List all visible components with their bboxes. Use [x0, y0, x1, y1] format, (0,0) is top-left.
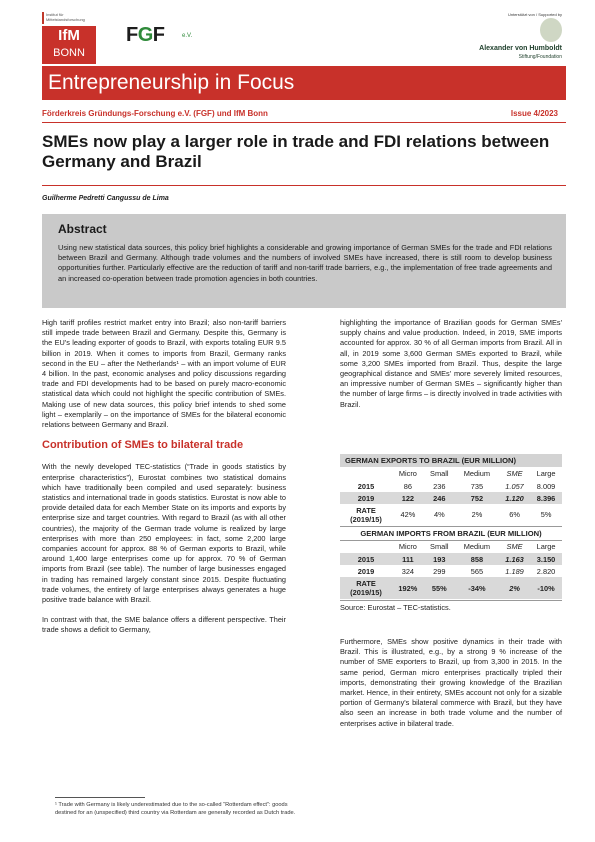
- table-row: [340, 480, 562, 492]
- table-cell: 193: [424, 553, 455, 565]
- table-cell: 122: [392, 492, 424, 504]
- issue-number: Issue 4/2023: [510, 109, 558, 118]
- table-cell: 858: [455, 553, 499, 565]
- rate-row: [340, 504, 562, 526]
- series-banner: Entrepreneurship in Focus: [42, 66, 566, 100]
- paragraph: In contrast with that, the SME balance offers a different perspective. Their trade shows a deficit to Germany,: [42, 615, 286, 635]
- column-header: SME: [506, 469, 523, 478]
- table-cell: 3.150: [530, 553, 562, 565]
- table-cell: -10%: [530, 577, 562, 599]
- table-cell: 8.396: [530, 492, 562, 504]
- paragraph: highlighting the importance of Brazilian goods for German SMEs' supply chains and value production. Indeed, in 2019, SME imports accounted for approx. 30 % of all German imports from Brazil. All in all, in 2019 some 3,600 German SMEs exported to Brazil, while some 3,200 SMEs imported from Brazil. Thus, despite the large geographical distance and SMEs' more severely limited resources, an impressive number of German SMEs – significantly higher than the number of large firms – is directly involved in trade activities with Brazil.: [340, 318, 562, 409]
- table-header-row: [340, 540, 562, 553]
- table-cell: 2%: [471, 510, 483, 520]
- table-title-row: [340, 526, 562, 540]
- left-column: [42, 318, 286, 646]
- table-cell: -34%: [455, 577, 499, 599]
- humboldt-name: Alexander von Humboldt: [479, 45, 562, 52]
- footnote-divider: [55, 797, 145, 798]
- row-label: 2019: [357, 566, 375, 576]
- table-cell: 324: [401, 566, 415, 576]
- table-cell: 111: [392, 553, 424, 565]
- table-source: Source: Eurostat – TEC-statistics.: [340, 600, 562, 612]
- rate-label: [340, 577, 392, 599]
- column-header: Micro: [398, 469, 417, 478]
- table-corner: [340, 540, 392, 553]
- table-row: [340, 565, 562, 577]
- table-cell: 1.120: [499, 492, 530, 504]
- column-header: Small: [430, 542, 449, 552]
- table-cell: 1.057: [505, 481, 524, 491]
- divider: [42, 122, 566, 123]
- row-label: 2019: [340, 492, 392, 504]
- table-cell: 299: [433, 566, 446, 576]
- author: Guilherme Pedretti Cangussu de Lima: [42, 195, 169, 202]
- paragraph: Furthermore, SMEs show positive dynamics in their trade with Brazil. This is illustrated, e.g., by a strong 9 % increase of the number of SME exporters to Brazil, up from 3,300 in 2015. In the same period, German micro enterprises practically tripled their imports, demonstrating their growing knowledge of the Brazilian market. Hence, in their entirety, SMEs account not only for a sizable portion of Germany's bilateral commerce with Brazil, but they have also seen an increase in both trade volume and the number of enterprises active in bilateral trade.: [340, 637, 562, 728]
- trade-table: [340, 454, 562, 612]
- rate-label-line: (2019/15): [350, 514, 382, 524]
- trade-data-table: [340, 454, 562, 599]
- divider: [42, 185, 566, 186]
- humboldt-logo: [480, 12, 562, 62]
- ifm-bonn-logo: [42, 12, 96, 64]
- rate-label-line: RATE: [356, 505, 376, 515]
- section-heading: Contribution of SMEs to bilateral trade: [42, 439, 244, 452]
- fgf-logo-mark: [126, 24, 206, 47]
- fgf-letter-3: F: [152, 24, 165, 46]
- humboldt-portrait-icon: [540, 18, 562, 42]
- row-label: 2015: [357, 481, 375, 491]
- column-header: Medium: [463, 542, 491, 552]
- table-cell: 735: [470, 481, 484, 491]
- ifm-logo-subtitle: Institut für Mittelstandsforschung: [42, 12, 96, 24]
- table-row-highlight: [340, 492, 562, 504]
- table-cell: 55%: [424, 577, 455, 599]
- table-title-row: [340, 454, 562, 467]
- paragraph: With the newly developed TEC-statistics (“Trade in goods statistics by enterprise characteristics”), Eurostat combines two statistical domains which have traditionally been compiled and used separately: business statistics and international trade in goods statistics. Eurostat is now able to provide detailed data for each Member State on its imports and exports by enterprise size and target countries. With regard to Brazil (as with all other countries), the majority of the German trade volume is realized by large enterprises with more than 250 employees: in fact, some 2,200 large companies account for approx. 88 % of German exports to Brazil, while around 1,400 large enterprises come up for approx. 70 % of German imports from Brazil (see table). The number of large businesses engaged in trading has remained largely constant since 2015. Despite fluctuating trade volumes, the entirety of large enterprises always generates a huge positive trade balance with Brazil.: [42, 462, 286, 605]
- table-header-row: [340, 467, 562, 480]
- ifm-logo-text: IfM: [58, 27, 80, 44]
- fgf-logo: [126, 24, 206, 52]
- table-cell: 6%: [509, 510, 520, 520]
- table-cell: 2.820: [536, 566, 556, 576]
- imports-table-title: GERMAN IMPORTS FROM BRAZIL (EUR MILLION): [340, 526, 562, 540]
- rate-row: [340, 577, 562, 599]
- rate-label-line: RATE: [356, 579, 376, 588]
- right-column: [340, 318, 562, 420]
- paragraph: High tariff profiles restrict market entry into Brazil; also non-tariff barriers still impede trade between Brazil and Germany. Despite this, Germany is the EU's leading exporter of goods to Brazil, with exports totaling EUR 9.5 billion in 2019. When it comes to imports from Brazil, Germany ranks second in the EU – after the Netherlands¹ – with an import volume of EUR 4 billion. In the past, economic analyses and policy discussions regarding trade and FDI developments had to be based on purely macro-economic statistical data which could not highlight the specific contribution of SMEs. Making use of new data sources, this policy brief intends to shed some light – exemplarily – on the importance of SMEs for the bilateral economic relations between Germany and Brazil.: [42, 318, 286, 430]
- table-cell: 246: [424, 492, 455, 504]
- publisher: Förderkreis Gründungs-Forschung e.V. (FGF) und IfM Bonn: [42, 109, 268, 118]
- humboldt-foundation: Stiftung/Foundation: [518, 54, 562, 60]
- table-corner: [340, 467, 392, 480]
- table-cell: 86: [403, 481, 412, 491]
- abstract-heading: Abstract: [58, 222, 107, 236]
- table-cell: 5%: [540, 510, 552, 520]
- table-cell: 192%: [392, 577, 424, 599]
- table-cell: 42%: [400, 510, 416, 520]
- table-cell: 236: [433, 481, 446, 491]
- fgf-letter-1: F: [126, 24, 138, 46]
- exports-table-title: GERMAN EXPORTS TO BRAZIL (EUR MILLION): [340, 454, 562, 467]
- column-header: Large: [536, 469, 556, 478]
- rate-label-line: (2019/15): [350, 588, 382, 597]
- table-cell: 4%: [433, 510, 445, 520]
- column-header: Medium: [463, 469, 491, 478]
- abstract-text: Using new statistical data sources, this policy brief highlights a considerable and growing importance of German SMEs for the trade and FDI relations between Brazil and Germany. Although trade volumes and the numbers of involved SMEs have increased, there is still room to develop business opportunities further. Particularly effective are the reduction of tariff and non-tariff trade barriers, e.g., the implementation of free trade agreements and an increased co-operation between trade promotion agencies in both countries.: [58, 243, 552, 283]
- table-cell: 565: [470, 566, 484, 576]
- table-cell: 8.009: [536, 481, 556, 491]
- column-header: Micro: [398, 542, 417, 552]
- column-header: Large: [536, 542, 556, 552]
- fgf-logo-ev: e.V.: [182, 33, 193, 39]
- humboldt-supported-by: Unterstützt von / Supported by: [507, 12, 562, 17]
- right-column-lower: [340, 637, 562, 739]
- table-cell: 2%: [499, 577, 530, 599]
- ifm-logo-block: [42, 26, 96, 64]
- column-header: Small: [430, 469, 449, 478]
- table-cell: 1.189: [505, 566, 524, 576]
- fgf-letter-2: G: [137, 24, 153, 46]
- table-cell: 1.163: [499, 553, 530, 565]
- abstract-box: [42, 214, 566, 308]
- series-info: [42, 109, 558, 118]
- table-cell: 752: [455, 492, 499, 504]
- footnote: ¹ Trade with Germany is likely underestimated due to the so-called “Rotterdam effect”: goods destined for an (unspecified) third country via Rotterdam are generally recorded as Dutch trade.: [55, 802, 296, 816]
- table-row-highlight: [340, 553, 562, 565]
- ifm-logo-city: BONN: [53, 47, 85, 59]
- rate-label: [340, 504, 392, 526]
- page-title: SMEs now play a larger role in trade and FDI relations between Germany and Brazil: [42, 132, 550, 171]
- row-label: 2015: [340, 553, 392, 565]
- column-header: SME: [506, 542, 523, 552]
